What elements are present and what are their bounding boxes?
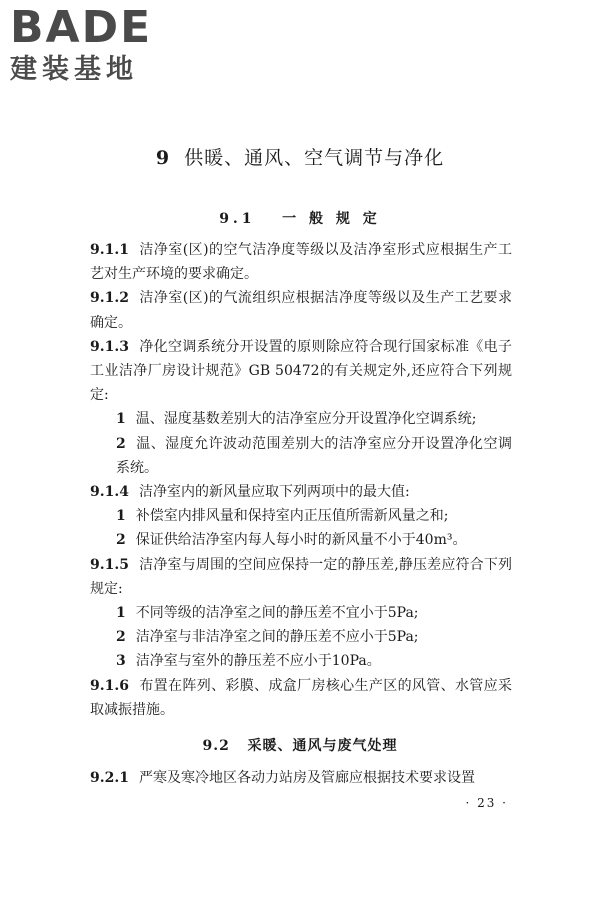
section-9-1-body (90, 238, 512, 722)
section-9-2-body (90, 766, 512, 790)
item-text: 不同等级的洁净室之间的静压差不宜小于5Pa; (135, 605, 419, 622)
item-number: 2 (116, 532, 126, 549)
list-item (90, 601, 512, 625)
chapter-number: 9 (155, 147, 171, 169)
clause-number: 9.1.3 (90, 338, 129, 355)
clause-number: 9.2.1 (90, 770, 129, 786)
item-text: 洁净室与室外的静压差不应小于10Pa。 (135, 653, 381, 670)
item-text: 温、湿度允许波动范围差别大的洁净室应分开设置净化空调系统。 (116, 435, 512, 476)
item-number: 1 (116, 605, 126, 622)
clause-text: 布置在阵列、彩膜、成盒厂房核心生产区的风管、水管应采取减振措施。 (90, 677, 512, 718)
section-heading-9-1 (0, 208, 600, 228)
chapter-title (0, 143, 600, 170)
clause-number: 9.1.6 (90, 677, 129, 694)
section-number: 9.1 (219, 211, 256, 227)
section-heading-9-2 (0, 735, 600, 755)
clause-9-1-1 (90, 238, 512, 286)
logo-subtitle: 建装基地 (10, 54, 138, 85)
page-number: · 23 · (465, 796, 508, 810)
list-item (90, 649, 512, 673)
clause-number: 9.1.5 (90, 556, 129, 573)
clause-text: 洁净室(区)的空气洁净度等级以及洁净室形式应根据生产工艺对生产环境的要求确定。 (90, 242, 512, 283)
item-text: 补偿室内排风量和保持室内正压值所需新风量之和; (135, 508, 449, 525)
brand-logo (10, 4, 152, 86)
logo-brand-text: BADE (10, 2, 153, 53)
section-number: 9.2 (202, 738, 230, 754)
section-title-text: 采暖、通风与废气处理 (247, 738, 398, 754)
list-item (90, 504, 512, 528)
clause-text: 洁净室与周围的空间应保持一定的静压差,静压差应符合下列规定: (90, 556, 512, 597)
list-item (90, 625, 512, 649)
item-number: 2 (116, 629, 126, 646)
clause-text: 严寒及寒冷地区各动力站房及管廊应根据技术要求设置 (138, 770, 475, 786)
section-title-text: 一 般 规 定 (282, 211, 381, 227)
item-number: 2 (116, 435, 126, 452)
chapter-title-text: 供暖、通风、空气调节与净化 (184, 147, 445, 169)
clause-text: 净化空调系统分开设置的原则除应符合现行国家标准《电子工业洁净厂房设计规范》GB 50472的有关规定外,还应符合下列规定: (90, 338, 512, 404)
list-item (90, 432, 512, 480)
clause-9-2-1 (90, 766, 512, 790)
clause-text: 洁净室(区)的气流组织应根据洁净度等级以及生产工艺要求确定。 (90, 290, 512, 331)
list-item (90, 528, 512, 552)
item-text: 温、湿度基数差别大的洁净室应分开设置净化空调系统; (135, 411, 477, 428)
clause-number: 9.1.2 (90, 290, 129, 307)
clause-9-1-6 (90, 674, 512, 722)
clause-number: 9.1.4 (90, 484, 129, 501)
item-number: 1 (116, 411, 126, 428)
clause-9-1-4 (90, 480, 512, 504)
clause-text: 洁净室内的新风量应取下列两项中的最大值: (138, 484, 410, 501)
item-number: 3 (116, 653, 126, 670)
item-number: 1 (116, 508, 126, 525)
item-text: 保证供给洁净室内每人每小时的新风量不小于40m³。 (135, 532, 467, 549)
clause-9-1-5 (90, 553, 512, 601)
clause-number: 9.1.1 (90, 242, 129, 258)
list-item (90, 407, 512, 431)
clause-9-1-2 (90, 286, 512, 334)
clause-9-1-3 (90, 335, 512, 408)
item-text: 洁净室与非洁净室之间的静压差不应小于5Pa; (135, 629, 419, 646)
